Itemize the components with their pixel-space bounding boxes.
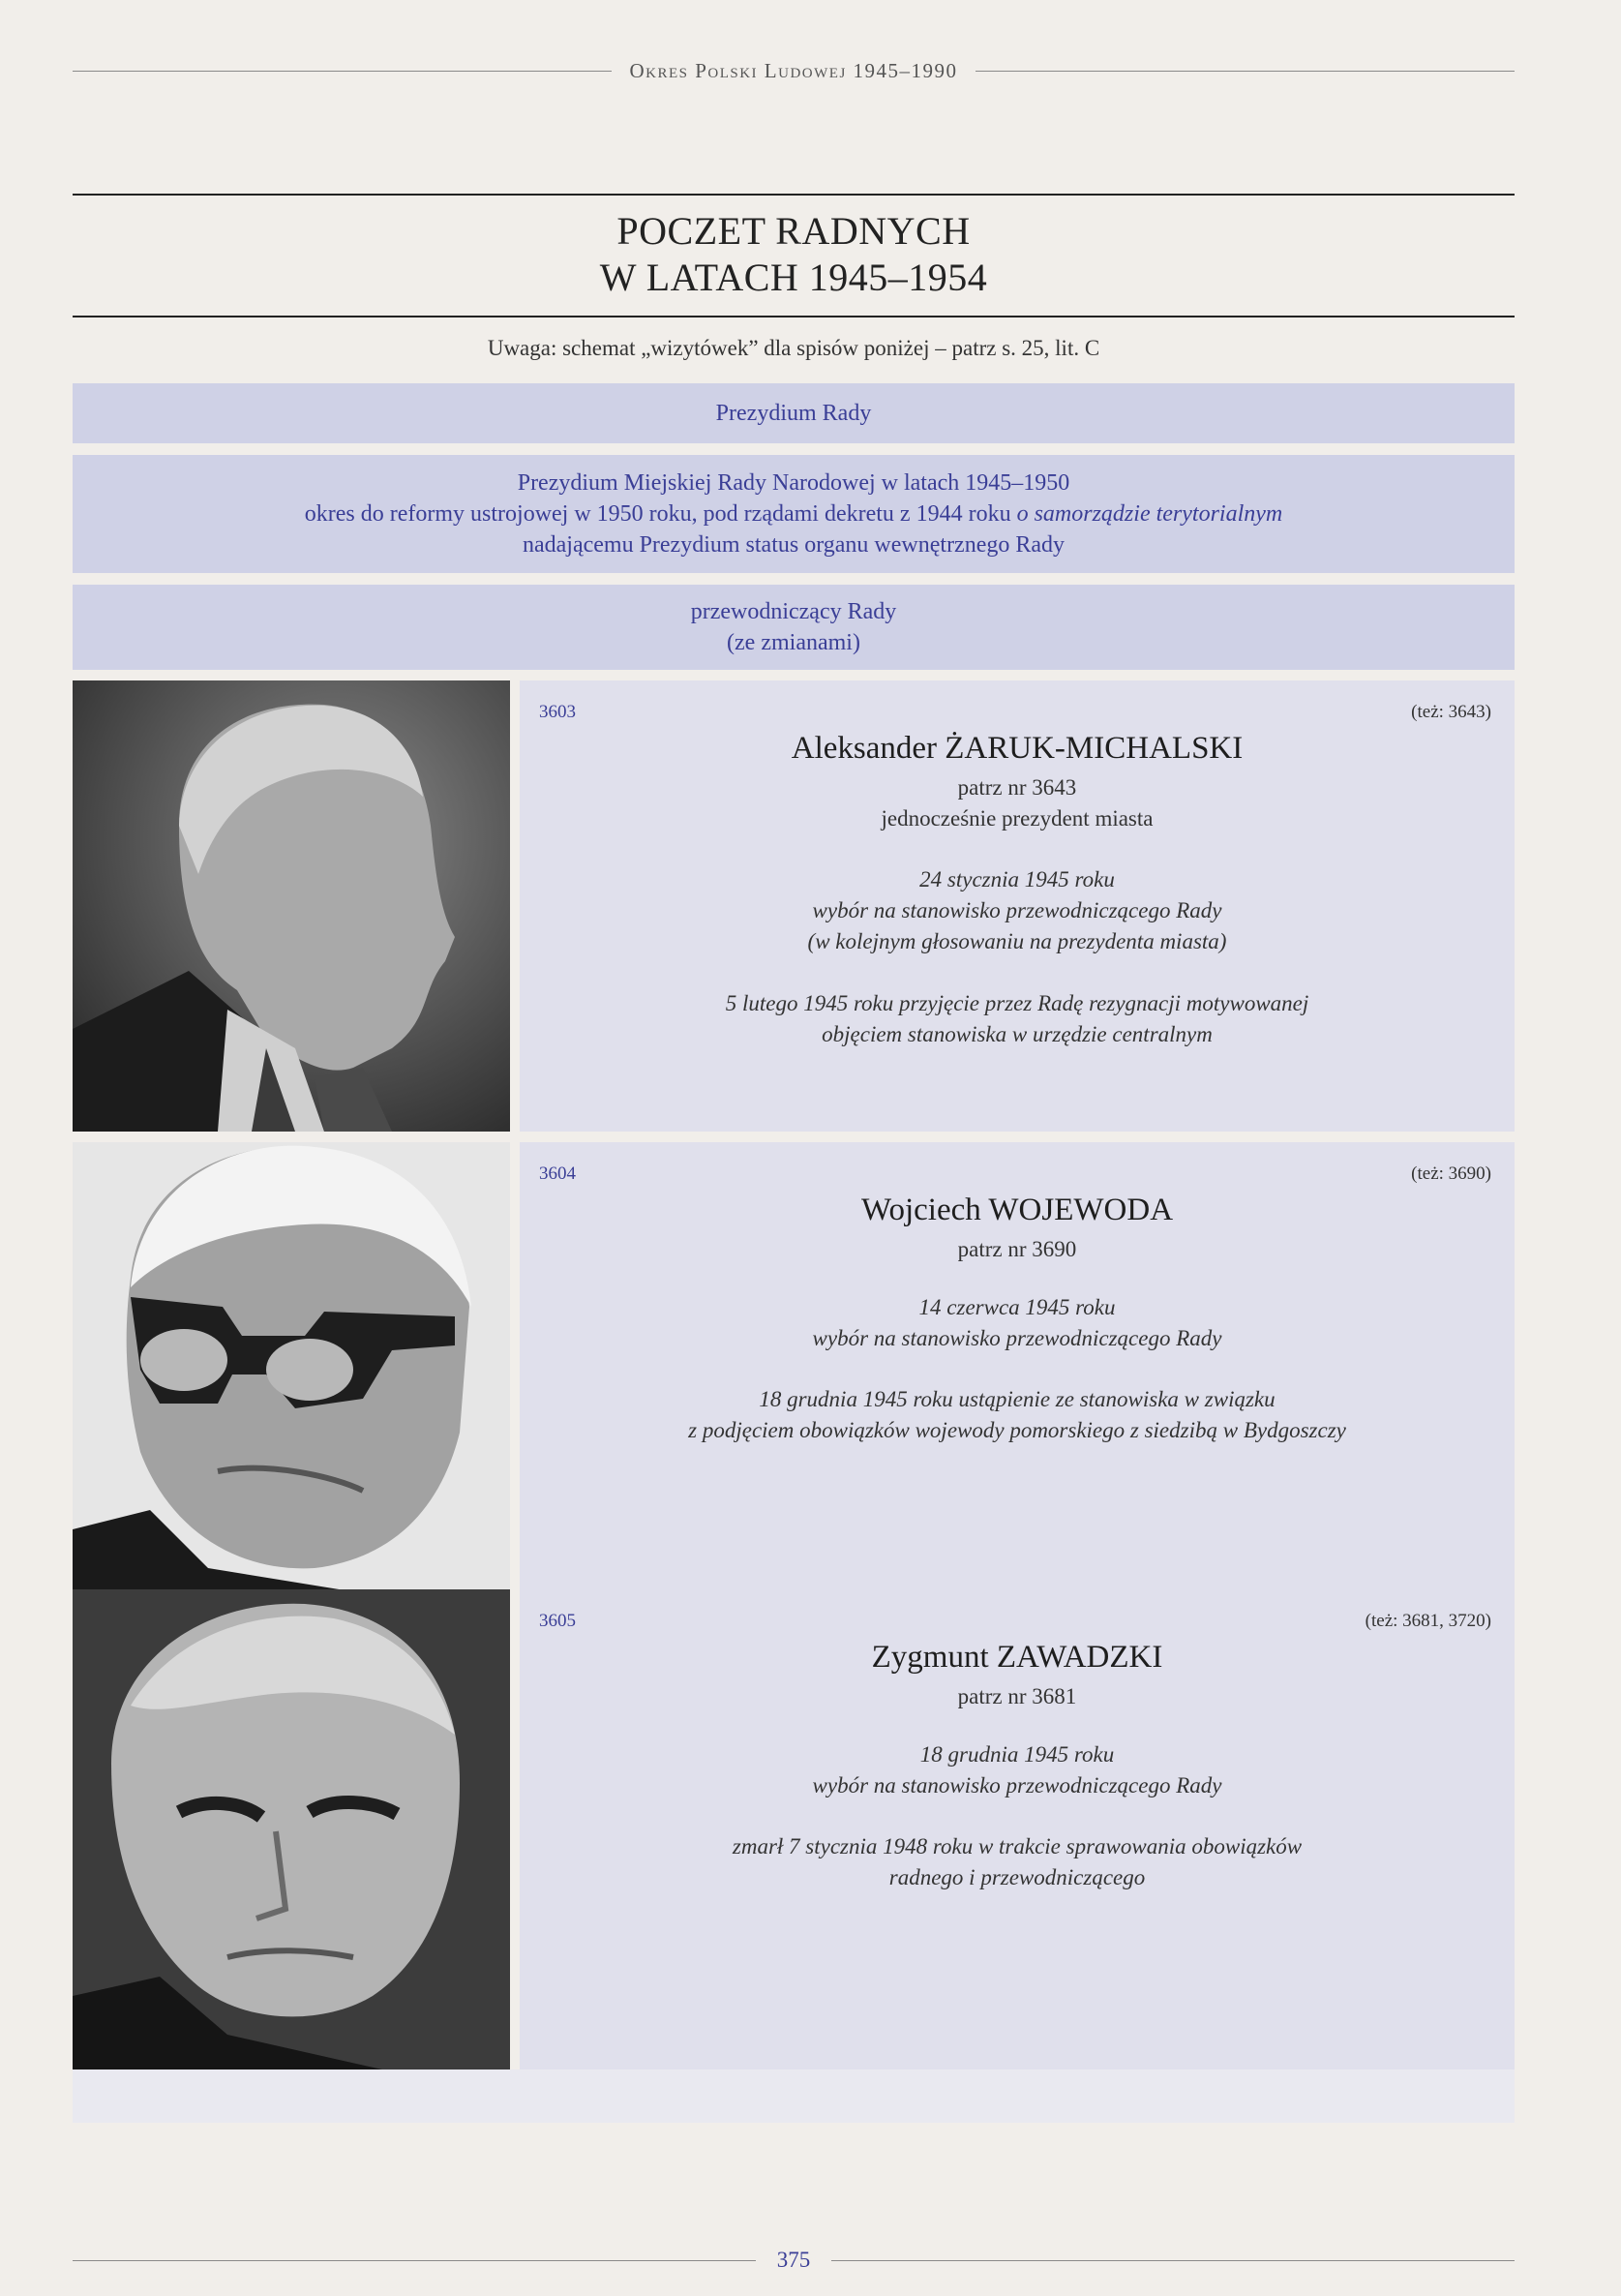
- title-rule-top: [73, 194, 1515, 196]
- person-name: Zygmunt ZAWADZKI: [871, 1640, 1163, 1675]
- event-line: radnego i przewodniczącego: [888, 1865, 1146, 1889]
- band-period-line2-b: o samorządzie terytorialnym: [1016, 501, 1283, 527]
- event-line: 18 grudnia 1945 roku: [919, 1742, 1115, 1767]
- band-period-line1: Prezydium Miejskiej Rady Narodowej w latach 1945–1950: [517, 470, 1070, 496]
- page-footer: [73, 2246, 1515, 2275]
- event-line: (w kolejnym głosowaniu na prezydenta miasta): [807, 929, 1227, 953]
- band-presidium: [73, 383, 1515, 443]
- event-line: wybór na stanowisko przewodniczącego Rady: [812, 1773, 1222, 1798]
- entry-3605: [73, 1589, 1515, 2069]
- page-number: 375: [776, 2248, 811, 2272]
- band-period: [73, 455, 1515, 573]
- scheme-note: Uwaga: schemat „wizytówek” dla spisów poniżej – patrz s. 25, lit. C: [487, 336, 1100, 360]
- band-role: [73, 585, 1515, 670]
- entry-details: [520, 1234, 1515, 1265]
- entry-number: 3603: [539, 702, 576, 722]
- event-line: 5 lutego 1945 roku przyjęcie przez Radę rezygnacji motywowanej: [725, 991, 1309, 1015]
- entry-details: [520, 1681, 1515, 1712]
- entry-card: [520, 1142, 1515, 1593]
- portrait-photo: [73, 1142, 510, 1593]
- entry-ref: patrz nr 3690: [957, 1237, 1077, 1261]
- section-title-line2: W LATACH 1945–1954: [599, 256, 988, 299]
- entry-event-end: [520, 1384, 1515, 1446]
- event-line: 24 stycznia 1945 roku: [919, 867, 1115, 891]
- band-period-line3: nadającemu Prezydium status organu wewnętrznego Rady: [522, 532, 1066, 558]
- person-name: Aleksander ŻARUK-MICHALSKI: [791, 731, 1244, 766]
- title-rule-bottom: [73, 316, 1515, 317]
- running-head-text: Okres Polski Ludowej 1945–1990: [629, 58, 958, 82]
- band-role-line1: przewodniczący Rady: [690, 599, 897, 624]
- entry-extra: jednocześnie prezydent miasta: [881, 806, 1154, 831]
- entry-cross-reference: (też: 3681, 3720): [1365, 1611, 1491, 1631]
- event-line: wybór na stanowisko przewodniczącego Rady: [812, 1326, 1222, 1350]
- entry-number: 3605: [539, 1611, 576, 1631]
- section-title: [73, 208, 1515, 301]
- event-line: 18 grudnia 1945 roku ustąpienie ze stanowiska w związku: [759, 1387, 1276, 1411]
- entry-card: [520, 1589, 1515, 2069]
- section-title-line1: POCZET RADNYCH: [616, 209, 971, 253]
- running-head-rule-left: [73, 71, 612, 72]
- entry-ref: patrz nr 3681: [957, 1684, 1077, 1708]
- entry-list-end-strip: [73, 2069, 1515, 2123]
- event-line: zmarł 7 stycznia 1948 roku w trakcie sprawowania obowiązków: [732, 1834, 1303, 1858]
- event-line: wybór na stanowisko przewodniczącego Rady: [812, 898, 1222, 922]
- entry-3604: [73, 1142, 1515, 1593]
- entry-event-end: [520, 988, 1515, 1050]
- entry-event-election: [520, 1739, 1515, 1801]
- running-head-rule-right: [976, 71, 1515, 72]
- entry-card: [520, 680, 1515, 1132]
- entry-3603: [73, 680, 1515, 1132]
- band-period-line2: [73, 498, 1515, 529]
- running-head: [73, 56, 1515, 85]
- entry-event-end: [520, 1831, 1515, 1893]
- band-role-line2: (ze zmianami): [727, 630, 860, 655]
- entry-ref: patrz nr 3643: [957, 775, 1077, 800]
- event-line: 14 czerwca 1945 roku: [918, 1295, 1116, 1319]
- band-presidium-label: Prezydium Rady: [715, 401, 872, 426]
- event-line: objęciem stanowiska w urzędzie centralnym: [822, 1022, 1213, 1046]
- entry-cross-reference: (też: 3690): [1411, 1163, 1491, 1184]
- footer-rule-right: [831, 2260, 1515, 2261]
- entry-event-election: [520, 864, 1515, 957]
- portrait-photo: [73, 1589, 510, 2069]
- footer-rule-left: [73, 2260, 756, 2261]
- entry-details: [520, 772, 1515, 834]
- event-line: z podjęciem obowiązków wojewody pomorskiego z siedzibą w Bydgoszczy: [688, 1418, 1346, 1442]
- entry-event-election: [520, 1292, 1515, 1354]
- band-period-line2-a: okres do reformy ustrojowej w 1950 roku, pod rządami dekretu z 1944 roku: [304, 501, 1017, 527]
- person-name: Wojciech WOJEWODA: [860, 1193, 1174, 1227]
- entry-number: 3604: [539, 1163, 576, 1184]
- portrait-photo: [73, 680, 510, 1132]
- entry-cross-reference: (też: 3643): [1411, 702, 1491, 722]
